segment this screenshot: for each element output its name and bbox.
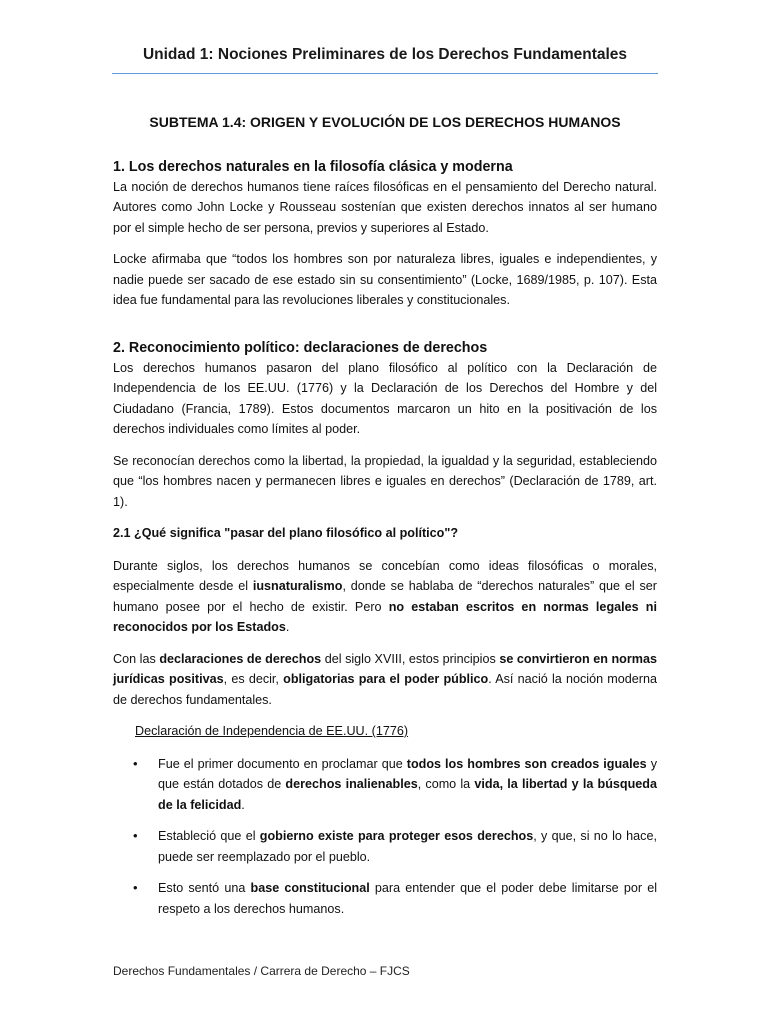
bold-run: derechos inalienables — [285, 777, 418, 791]
bold-run: iusnaturalismo — [252, 579, 343, 593]
list-item — [113, 878, 657, 919]
text-run: Durante siglos, los derechos humanos se concebían como ideas filosóficas o morales, especialmente desde el — [113, 558, 657, 593]
bold-run: gobierno existe para proteger esos derechos — [259, 829, 534, 843]
section-1-heading: 1. Los derechos naturales en la filosofía clásica y moderna — [113, 158, 513, 175]
bullet-icon: • — [133, 828, 138, 843]
page-footer: Derechos Fundamentales / Carrera de Derecho – FJCS — [113, 964, 410, 978]
text-run: Fue el primer documento en proclamar que — [158, 756, 407, 771]
section-2-paragraph-4 — [113, 649, 657, 711]
section-2-paragraph-1: Los derechos humanos pasaron del plano filosófico al político con la Declaración de Independencia de los EE.UU. (1776) y la Declaración de los Derechos del Hombre y del Ciudadano (Francia, 1789). Estos documentos marcaron un hito en la positivación de los derechos individuales como límites al poder. — [113, 360, 657, 436]
bold-run: se convirtieron en normas jurídicas positivas — [113, 651, 657, 686]
text-run: y que están dotados de — [158, 756, 658, 791]
bold-run: declaraciones de derechos — [159, 651, 322, 666]
bullet-icon: • — [133, 755, 138, 771]
text-run: , es decir, — [223, 672, 284, 686]
bold-run: obligatorias para el poder público — [283, 672, 489, 686]
text-run: , donde se hablaba de “derechos naturales” que el ser humano posee por el hecho de existir. Pero — [113, 579, 657, 614]
text-run: para entender que el poder debe limitarse por el respeto a los derechos humanos. — [158, 881, 657, 916]
subsection-2-1-question: 2.1 ¿Qué significa "pasar del plano filosófico al político"? — [113, 526, 459, 540]
text-run: . Así nació la noción moderna de derechos fundamentales. — [113, 672, 657, 707]
text-run: , como la — [417, 777, 475, 791]
list-item — [113, 826, 657, 867]
section-2-heading: 2. Reconocimiento político: declaraciones de derechos — [113, 339, 488, 356]
text-run: Esto sentó una — [158, 881, 251, 895]
text-run: . — [241, 797, 245, 812]
section-2-paragraph-3 — [113, 556, 657, 638]
declaration-subtitle: Declaración de Independencia de EE.UU. (1776) — [135, 724, 409, 738]
page-header-title: Unidad 1: Nociones Preliminares de los Derechos Fundamentales — [142, 46, 628, 63]
section-2-paragraph-2: Se reconocían derechos como la libertad, la propiedad, la igualdad y la seguridad, estableciendo que “los hombres nacen y permanecen libres e iguales en derechos” (Declaración de 1789, art. 1). — [113, 453, 657, 509]
bold-run: vida, la libertad y la búsqueda de la felicidad — [158, 777, 658, 812]
bullet-icon: • — [133, 880, 138, 895]
section-1-paragraph-1: La noción de derechos humanos tiene raíces filosóficas en el pensamiento del Derecho natural. Autores como John Locke y Rousseau sostenían que existen derechos innatos al ser humano por el simple hecho de ser persona, previos y superiores al Estado. — [113, 179, 657, 235]
text-run: Con las — [113, 651, 160, 666]
bold-run: no estaban escritos en normas legales ni reconocidos por los Estados — [113, 599, 657, 634]
list-item — [113, 754, 657, 816]
header-divider — [112, 73, 658, 74]
document-body — [113, 112, 657, 930]
text-run: . — [285, 620, 290, 634]
text-run: , y que, si no lo hace, puede ser reemplazado por el pueblo. — [158, 829, 657, 864]
declaration-bullet-list — [113, 754, 657, 920]
text-run: Estableció que el — [158, 829, 260, 843]
bold-run: todos los hombres son creados iguales — [406, 756, 647, 771]
bold-run: base constitucional — [250, 881, 370, 895]
section-1-paragraph-2: Locke afirmaba que “todos los hombres son por naturaleza libres, iguales e independientes, y nadie puede ser sacado de ese estado sin su consentimiento” (Locke, 1689/1985, p. 107). Esta idea fue fundamental para las revoluciones liberales y constitucionales. — [113, 252, 657, 307]
subtema-title: SUBTEMA 1.4: ORIGEN Y EVOLUCIÓN DE LOS DERECHOS HUMANOS — [149, 114, 621, 130]
text-run: del siglo XVIII, estos principios — [321, 651, 500, 666]
